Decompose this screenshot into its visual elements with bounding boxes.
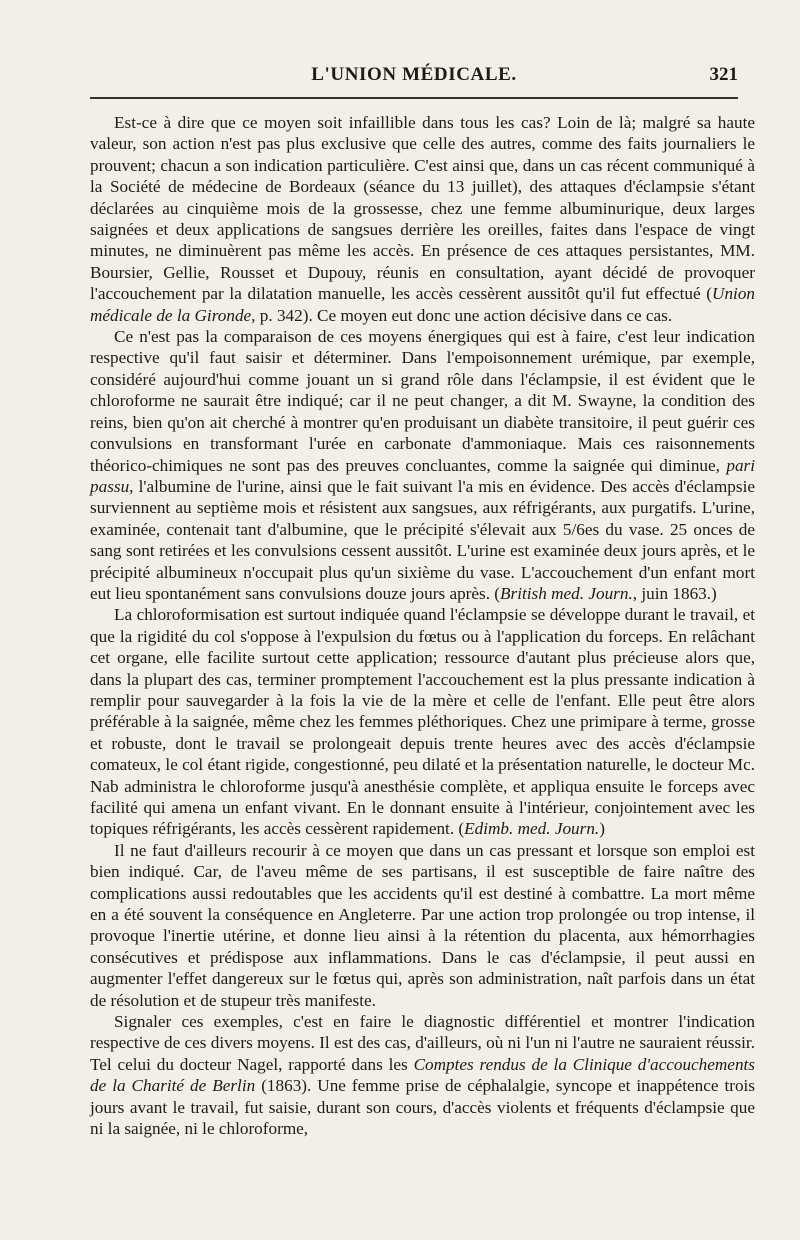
paragraph-text: (1863). Une femme prise de céphalalgie, syncope et inappétence trois jours avant le travail, fut saisie, durant son cours, d'accès violents et fréquents d'éclampsie que ni la saignée, ni le chloroforme, bbox=[90, 1076, 755, 1139]
body-text bbox=[90, 112, 755, 1140]
journal-title: Union médicale de la Gironde bbox=[90, 284, 755, 325]
paragraph bbox=[90, 326, 755, 604]
paragraph-text: , juin 1863.) bbox=[632, 583, 717, 603]
latin-phrase: pari passu bbox=[90, 455, 755, 496]
journal-title: Comptes rendus de la Clinique d'accouchements de la Charité de Berlin bbox=[90, 1054, 755, 1096]
paragraph bbox=[90, 840, 755, 1011]
paragraph-text: Ce n'est pas la comparaison de ces moyens énergiques qui est à faire, c'est leur indication respective qu'il faut saisir et déterminer. Dans l'empoisonnement urémique, par exemple, considéré aujourd'hui comme jouant un si grand rôle dans l'éclampsie, il est évident que le chloroforme ne saurait être indiqué; car il ne peut changer, a dit M. Swayne, la condition des reins, bien qu'on ait cherché à montrer qu'en produisant un diabète transitoire, il peut guérir ces convulsions en transformant l'urée en carbonate d'ammoniaque. Mais ces raisonnements théorico-chimiques ne sont pas des preuves concluantes, comme la saignée qui diminue, bbox=[90, 327, 755, 475]
page-number: 321 bbox=[709, 64, 738, 85]
header-rule bbox=[90, 97, 738, 99]
paragraph-text: La chloroformisation est surtout indiquée quand l'éclampsie se développe durant le travail, et que la rigidité du col s'oppose à l'expulsion du fœtus ou à l'application du forceps. En relâchant cet organe, elle facilite surtout cette application; ressource d'autant plus précieuse alors que, dans la plupart des cas, terminer promptement l'accouchement est la plus pressante indication à remplir pour sauvegarder à la fois la vie de la mère et celle de l'enfant. Elle peut être alors préférable à la saignée, même chez les femmes pléthoriques. Chez une primipare à terme, grosse et robuste, dont le travail se prolongeait depuis trente heures avec des accès d'éclampsie comateux, le col étant rigide, congestionné, peu dilaté et la présentation naturelle, le docteur Mc. Nab administra le chloroforme jusqu'à anesthésie complète, et appliqua ensuite le forceps avec facilité qui amena un enfant vivant. En le donnant ensuite à l'intérieur, conjointement avec les topiques réfrigérants, les accès cessèrent rapidement. ( bbox=[90, 605, 755, 839]
journal-title: British med. Journ. bbox=[500, 583, 633, 603]
paragraph-text: Est-ce à dire que ce moyen soit infaillible dans tous les cas? Loin de là; malgré sa haute valeur, son action n'est pas plus exclusive que celle des autres, comme des faits journaliers le prouvent; chacun a son indication particulière. C'est ainsi que, dans un cas récent communiqué à la Société de médecine de Bordeaux (séance du 13 juillet), des attaques d'éclampsie s'étant déclarées au cinquième mois de la grossesse, chez une femme albuminurique, deux larges saignées et deux applications de sangsues derrière les oreilles, faites dans l'espace de vingt minutes, ne diminuèrent pas même les accès. En présence de ces attaques persistantes, MM. Boursier, Gellie, Rousset et Dupouy, réunis en consultation, ayant décidé de provoquer l'accouchement par la dilatation manuelle, les accès cessèrent aussitôt qu'il fut effectué ( bbox=[90, 113, 755, 304]
paragraph bbox=[90, 112, 755, 326]
paragraph bbox=[90, 1011, 755, 1139]
running-title: L'UNION MÉDICALE. bbox=[311, 64, 517, 85]
paragraph-text: ) bbox=[599, 819, 605, 839]
paragraph-text: Il ne faut d'ailleurs recourir à ce moyen que dans un cas pressant et lorsque son emploi est bien indiqué. Car, de l'aveu même de ses partisans, il est susceptible de faire naître des complications aussi redoutables que les accidents qu'il est destiné à combattre. La mort même en a été souvent la conséquence en Angleterre. Par une action trop prolongée ou trop intense, il provoque l'inertie utérine, et donne lieu ainsi à la rétention du placenta, aux hémorrhagies consécutives et prédispose aux inflammations. Dans le cas d'éclampsie, il peut aussi en augmenter l'effet dangereux sur le fœtus qui, après son administration, naît parfois dans un état de résolution et de stupeur très manifeste. bbox=[90, 840, 755, 1010]
journal-title: Edimb. med. Journ. bbox=[464, 819, 600, 839]
paragraph-text: Signaler ces exemples, c'est en faire le diagnostic différentiel et montrer l'indication respective de ces divers moyens. Il est des cas, d'ailleurs, où ni l'un ni l'autre ne sauraient réussir. Tel celui du docteur Nagel, rapporté dans les bbox=[90, 1012, 755, 1074]
paragraph bbox=[90, 604, 755, 839]
paragraph-text: , p. 342). Ce moyen eut donc une action décisive dans ce cas. bbox=[251, 305, 673, 325]
page-header bbox=[90, 64, 738, 88]
paragraph-text: , l'albumine de l'urine, ainsi que le fait suivant l'a mis en évidence. Des accès d'éclampsie surviennent au septième mois et résistent aux sangsues, aux réfrigérants, aux purgatifs. L'urine, examinée, contenait tant d'albumine, que le précipité s'élevait aux 5/6es du vase. 25 onces de sang sont retirées et les convulsions cessent aussitôt. L'urine est examinée deux jours après, et le précipité albumineux n'occupait plus qu'un sixième du vase. L'accouchement d'un enfant mort eut lieu spontanément sans convulsions douze jours après. ( bbox=[90, 476, 755, 603]
